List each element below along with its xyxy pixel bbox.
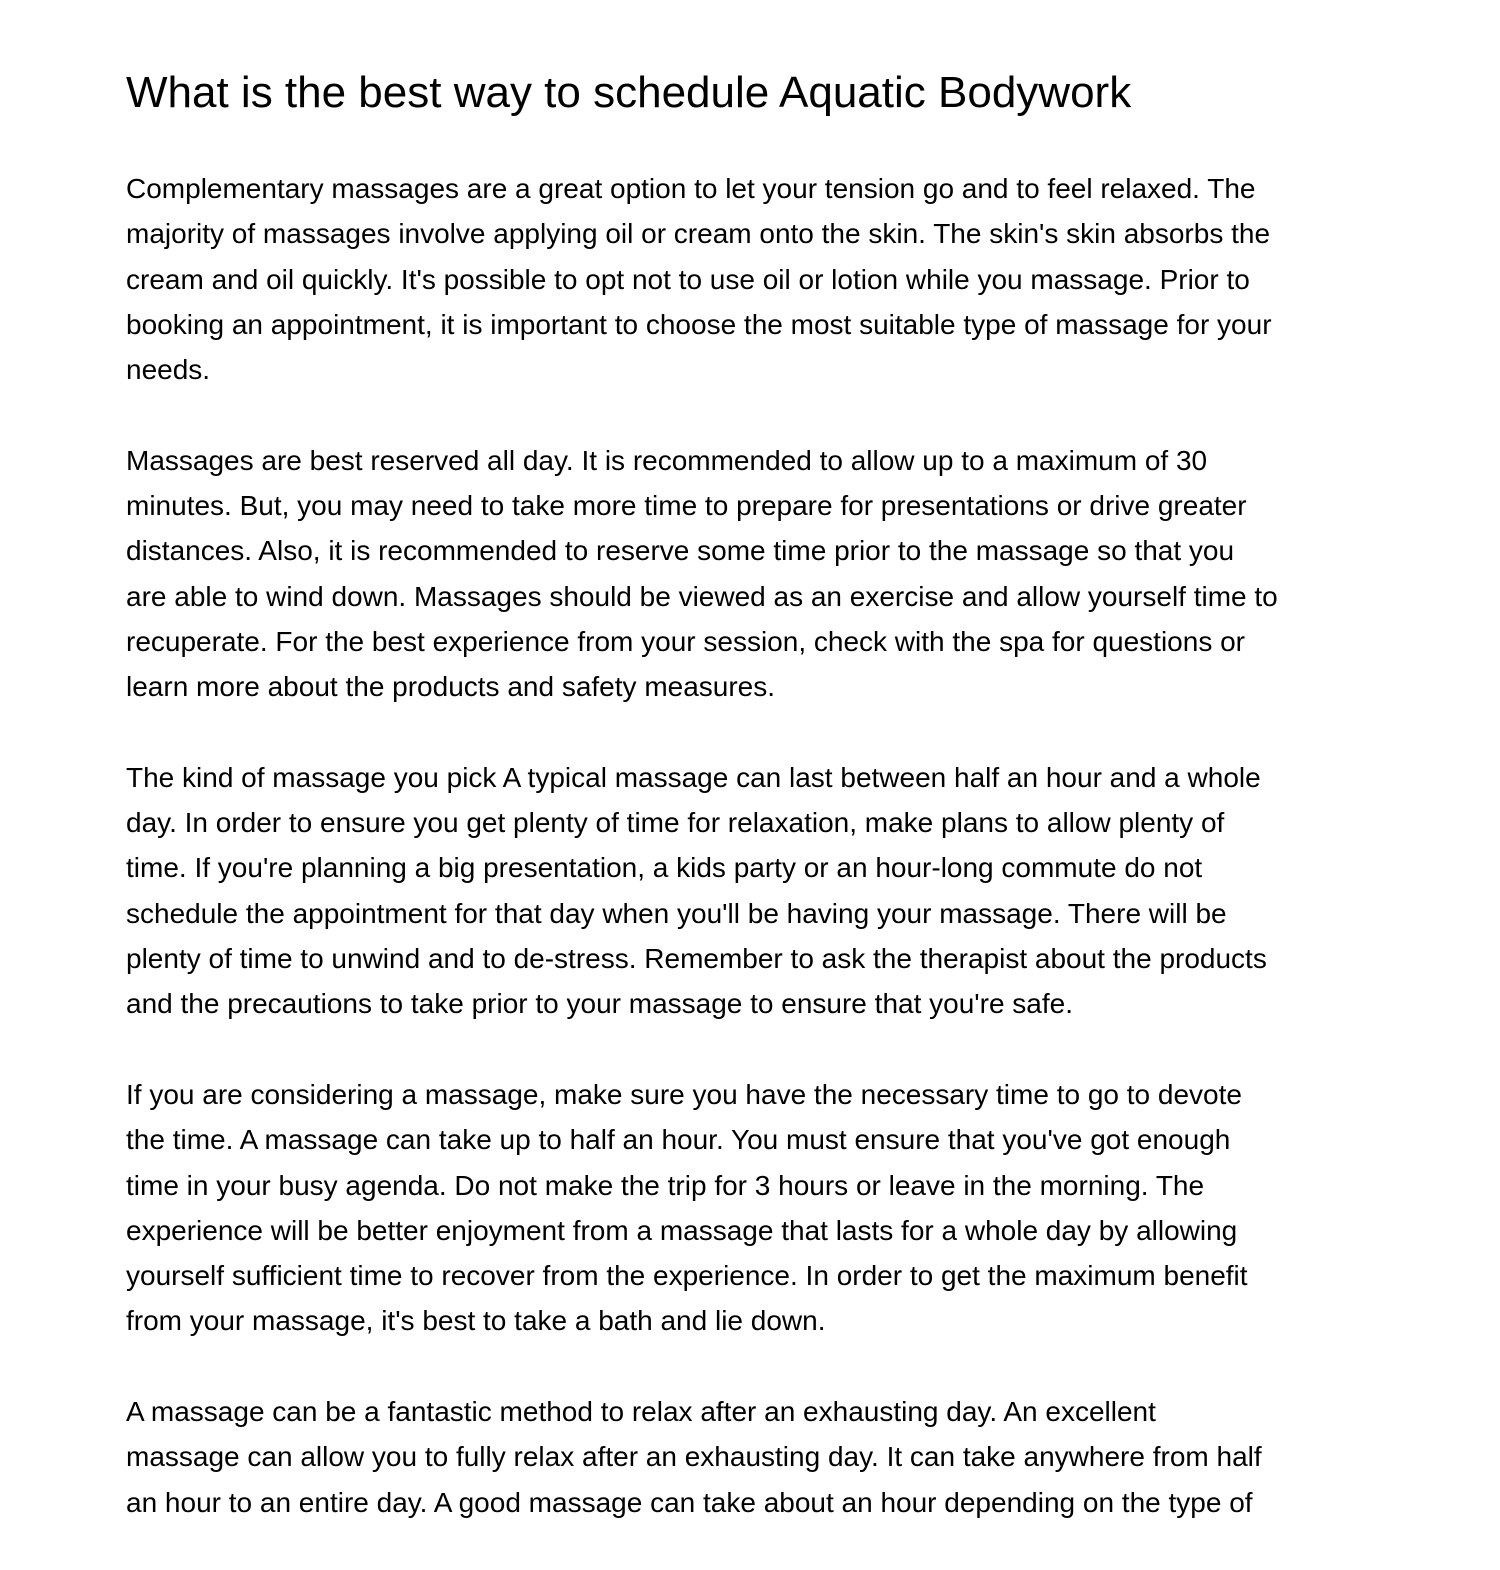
document-body xyxy=(126,166,1386,1570)
paragraph-line: an hour to an entire day. A good massage can take about an hour depending on the type of xyxy=(126,1486,1253,1518)
paragraph-line: experience will be better enjoyment from a massage that lasts for a whole day by allowing xyxy=(126,1214,1238,1246)
paragraph-line: from your massage, it's best to take a bath and lie down. xyxy=(126,1305,826,1337)
paragraph xyxy=(126,438,1386,710)
paragraph-line: massage can allow you to fully relax after an exhausting day. It can take anywhere from half xyxy=(126,1441,1262,1473)
paragraph-line: The kind of massage you pick A typical massage can last between half an hour and a whole xyxy=(126,761,1261,793)
paragraph-line: learn more about the products and safety measures. xyxy=(126,671,776,703)
paragraph xyxy=(126,1389,1386,1525)
paragraph-line: If you are considering a massage, make sure you have the necessary time to go to devote xyxy=(126,1078,1242,1110)
paragraph-line: time. If you're planning a big presentation, a kids party or an hour-long commute do not xyxy=(126,852,1203,884)
paragraph-line: minutes. But, you may need to take more time to prepare for presentations or drive greater xyxy=(126,490,1247,522)
paragraph xyxy=(126,1072,1386,1344)
paragraph-line: booking an appointment, it is important to choose the most suitable type of massage for your xyxy=(126,308,1272,340)
paragraph xyxy=(126,166,1386,392)
paragraph-line: needs. xyxy=(126,354,211,386)
paragraph-line: are able to wind down. Massages should be viewed as an exercise and allow yourself time to xyxy=(126,580,1278,612)
document-title: What is the best way to schedule Aquatic Bodywork xyxy=(126,68,1132,117)
paragraph-line: Massages are best reserved all day. It is recommended to allow up to a maximum of 30 xyxy=(126,444,1208,476)
paragraph-line: schedule the appointment for that day when you'll be having your massage. There will be xyxy=(126,897,1227,929)
paragraph-line: Complementary massages are a great option to let your tension go and to feel relaxed. The xyxy=(126,173,1256,204)
paragraph-line: yourself sufficient time to recover from the experience. In order to get the maximum benefit xyxy=(126,1260,1248,1292)
paragraph-line: cream and oil quickly. It's possible to opt not to use oil or lotion while you massage. Prior to xyxy=(126,263,1250,295)
paragraph xyxy=(126,755,1386,1027)
paragraph-line: A massage can be a fantastic method to relax after an exhausting day. An excellent xyxy=(126,1396,1156,1428)
paragraph-line: and the precautions to take prior to your massage to ensure that you're safe. xyxy=(126,988,1074,1020)
paragraph-line: time in your busy agenda. Do not make the trip for 3 hours or leave in the morning. The xyxy=(126,1169,1205,1201)
paragraph-line: plenty of time to unwind and to de-stress. Remember to ask the therapist about the products xyxy=(126,943,1267,975)
paragraph-line: majority of massages involve applying oil or cream onto the skin. The skin's skin absorbs the xyxy=(126,218,1271,250)
paragraph-line: recuperate. For the best experience from your session, check with the spa for questions or xyxy=(126,625,1246,657)
paragraph-line: day. In order to ensure you get plenty of time for relaxation, make plans to allow plenty of xyxy=(126,807,1225,839)
paragraph-line: the time. A massage can take up to half an hour. You must ensure that you've got enough xyxy=(126,1124,1231,1156)
paragraph-line: distances. Also, it is recommended to reserve some time prior to the massage so that you xyxy=(126,535,1235,567)
